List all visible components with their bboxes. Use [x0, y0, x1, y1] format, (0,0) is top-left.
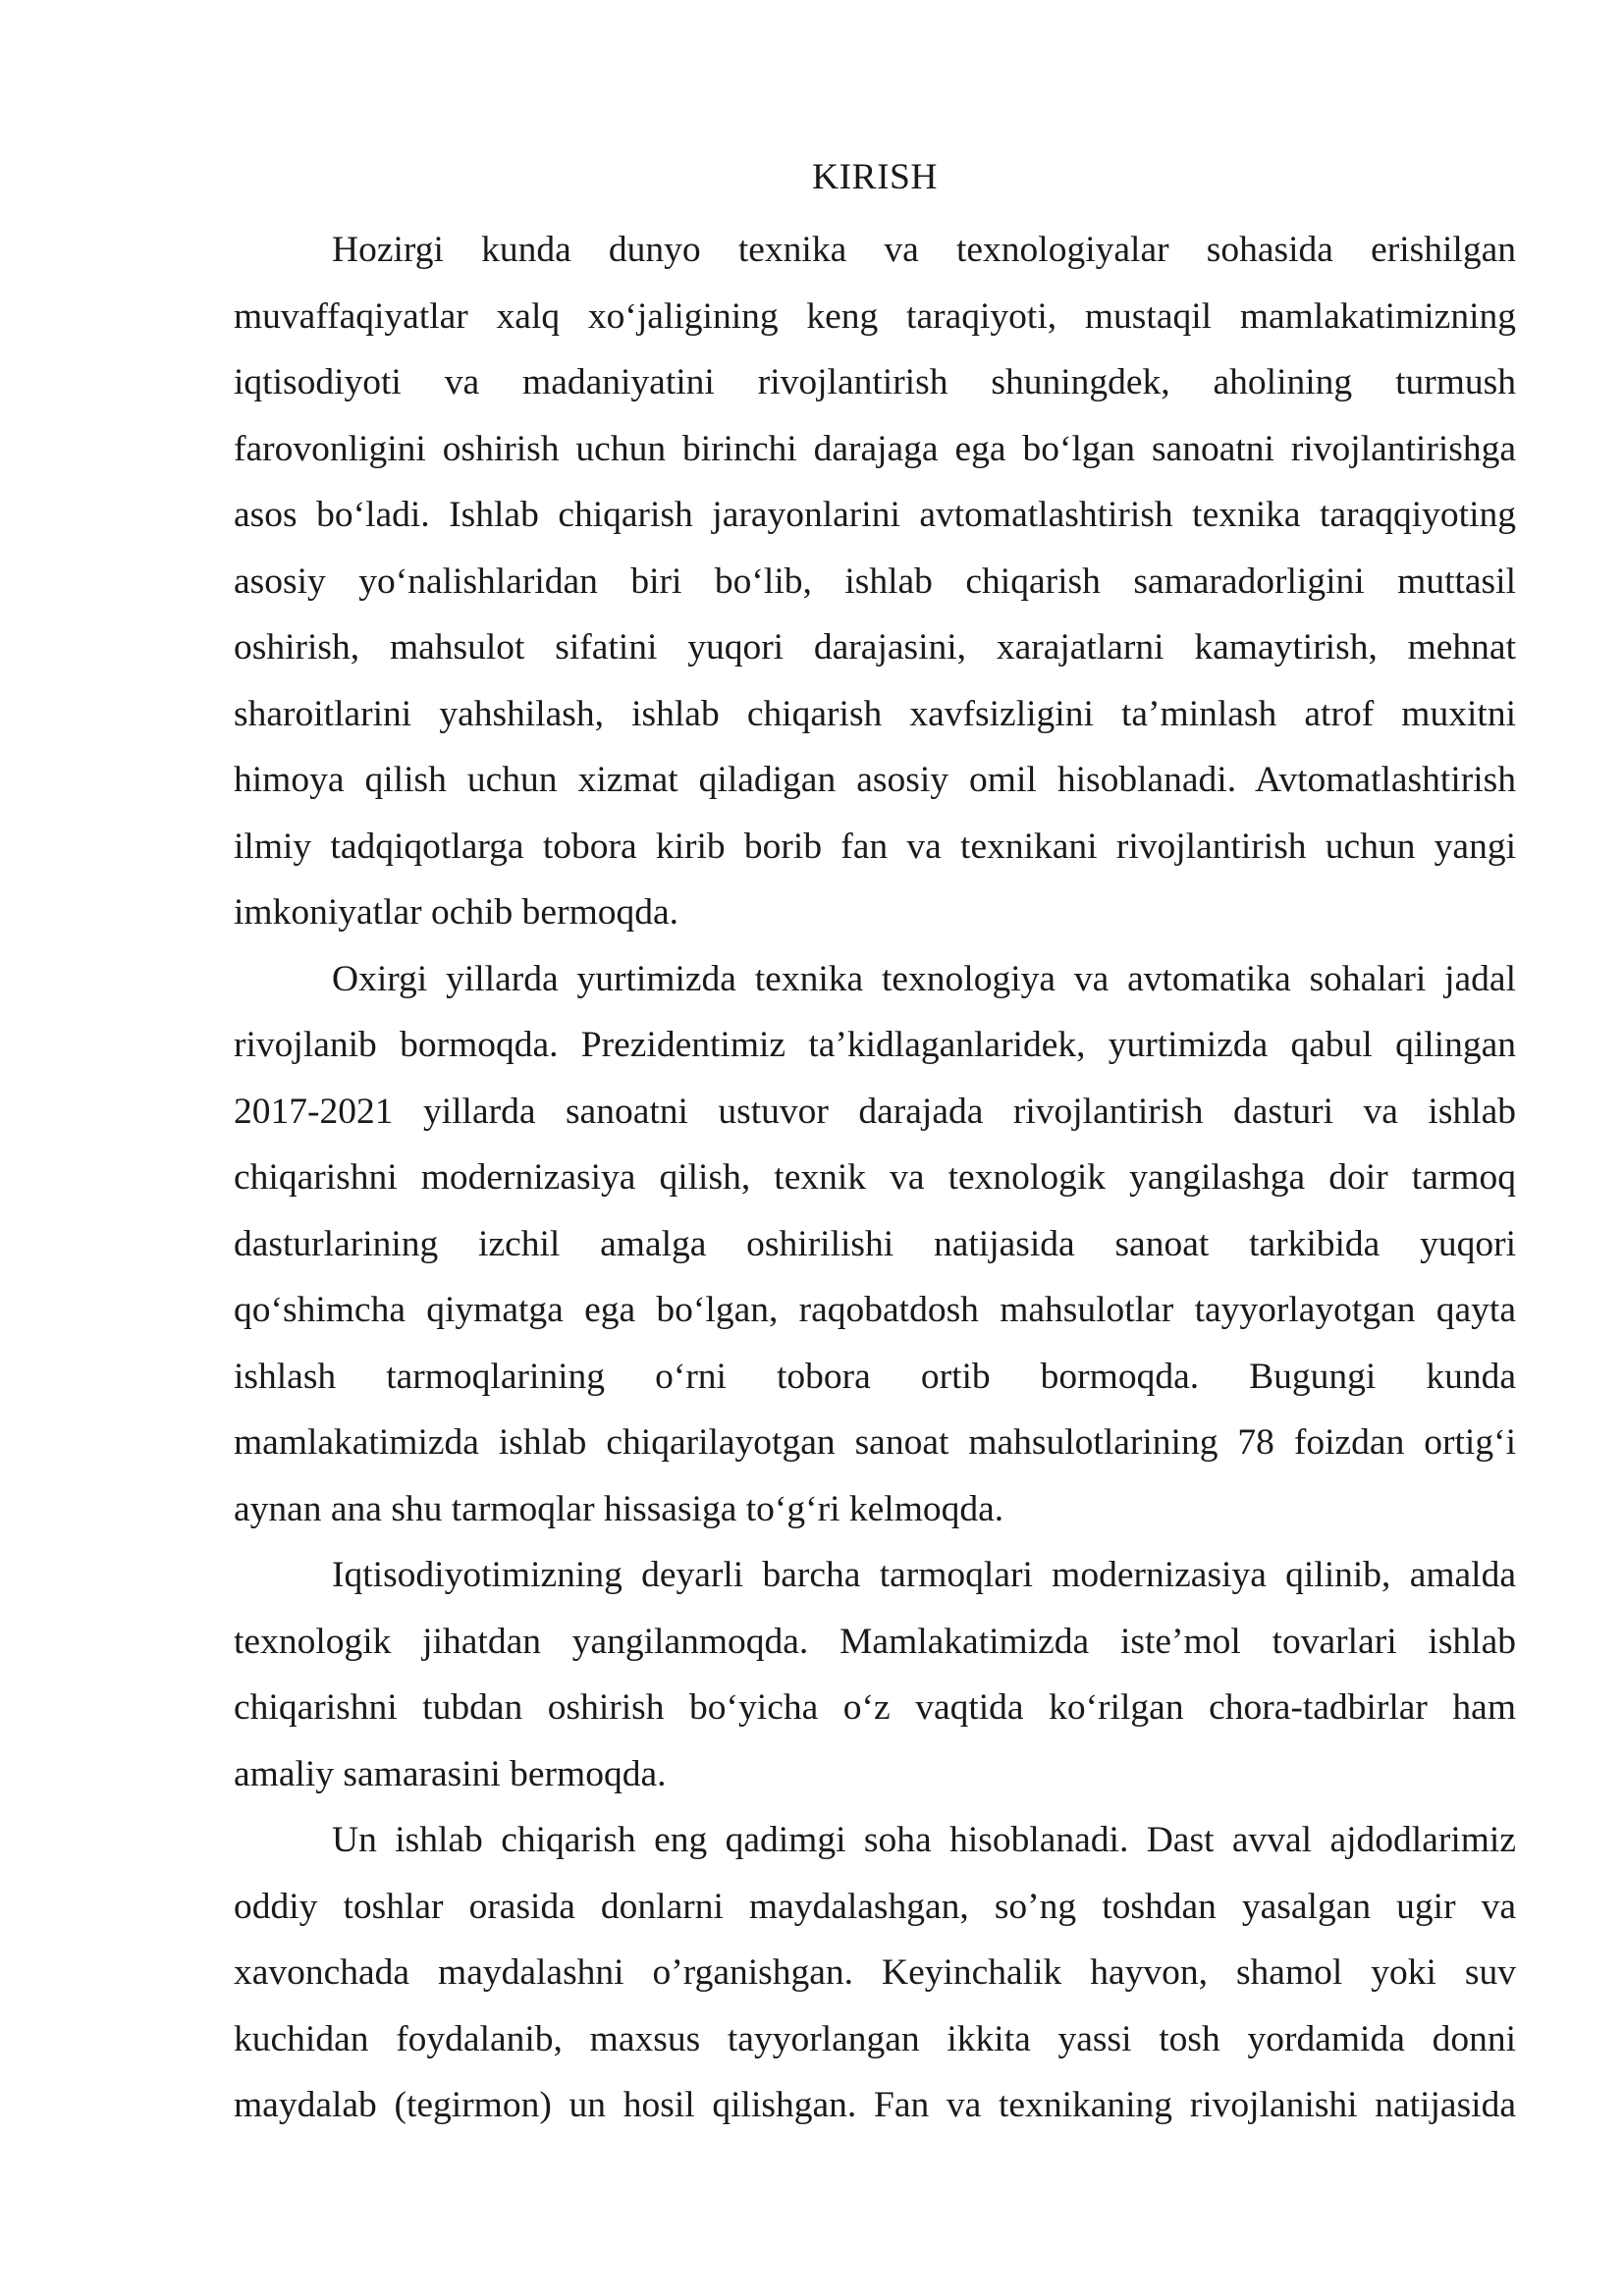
paragraph-3: [234, 1542, 1516, 1807]
text-line: ilmiy tadqiqotlarga tobora kirib borib fan va texnikani rivojlantirish uchun yangi: [234, 826, 1516, 867]
text-line: xavonchada maydalashni o’rganishgan. Keyinchalik hayvon, shamol yoki suv: [234, 1952, 1516, 1993]
text-line: Oxirgi yillarda yurtimizda texnika texnologiya va avtomatika sohalari jadal: [332, 958, 1516, 999]
text-line: Un ishlab chiqarish eng qadimgi soha hisoblanadi. Dast avval ajdodlarimiz: [332, 1820, 1516, 1860]
text-line: Hozirgi kunda dunyo texnika va texnologiyalar sohasida erishilgan: [332, 230, 1516, 270]
text-line: farovonligini oshirish uchun birinchi darajaga ega bo‘lgan sanoatni rivojlantirishga: [234, 428, 1516, 469]
text-line: Iqtisodiyotimizning deyarli barcha tarmoqlari modernizasiya qilinib, amalda: [332, 1555, 1516, 1595]
text-line: oddiy toshlar orasida donlarni maydalashgan, so’ng toshdan yasalgan ugir va: [234, 1886, 1516, 1927]
text-line: asos bo‘ladi. Ishlab chiqarish jarayonlarini avtomatlashtirish texnika taraqqiyoting: [234, 495, 1516, 535]
page-title: KIRISH: [811, 157, 938, 197]
text-line: rivojlanib bormoqda. Prezidentimiz ta’kidlaganlaridek, yurtimizda qabul qilingan: [234, 1025, 1516, 1065]
text-line: maydalab (tegirmon) un hosil qilishgan. Fan va texnikaning rivojlanishi natijasida: [234, 2085, 1516, 2125]
text-line: kuchidan foydalanib, maxsus tayyorlangan ikkita yassi tosh yordamida donni: [234, 2018, 1516, 2059]
text-line: aynan ana shu tarmoqlar hissasiga to‘g‘ri kelmoqda.: [234, 1488, 1004, 1529]
document-body: [234, 137, 1516, 2139]
text-line: dasturlarining izchil amalga oshirilishi natijasida sanoat tarkibida yuqori: [234, 1223, 1516, 1264]
text-line: texnologik jihatdan yangilanmoqda. Mamlakatimizda iste’mol tovarlari ishlab: [234, 1621, 1516, 1662]
text-line: chiqarishni modernizasiya qilish, texnik va texnologik yangilashga doir tarmoq: [234, 1157, 1516, 1198]
text-line: muvaffaqiyatlar xalq xo‘jaligining keng taraqiyoti, mustaqil mamlakatimizning: [234, 295, 1516, 337]
paragraph-1: [234, 217, 1516, 946]
text-line: oshirish, mahsulot sifatini yuqori darajasini, xarajatlarni kamaytirish, mehnat: [234, 627, 1516, 667]
text-line: asosiy yo‘nalishlaridan biri bo‘lib, ishlab chiqarish samaradorligini muttasil: [234, 561, 1516, 602]
text-line: iqtisodiyoti va madaniyatini rivojlantirish shuningdek, aholining turmush: [234, 362, 1516, 402]
text-line: 2017-2021 yillarda sanoatni ustuvor darajada rivojlantirish dasturi va ishlab: [234, 1091, 1516, 1132]
text-line: imkoniyatlar ochib bermoqda.: [234, 892, 679, 933]
text-line: sharoitlarini yahshilash, ishlab chiqarish xavfsizligini ta’minlash atrof muxitni: [234, 693, 1516, 734]
text-line: amaliy samarasini bermoqda.: [234, 1753, 667, 1794]
text-line: chiqarishni tubdan oshirish bo‘yicha o‘z vaqtida ko‘rilgan chora-tadbirlar ham: [234, 1687, 1516, 1728]
paragraph-2: [234, 946, 1516, 1543]
text-line: mamlakatimizda ishlab chiqarilayotgan sanoat mahsulotlarining 78 foizdan ortig‘i: [234, 1422, 1516, 1463]
text-line: ishlash tarmoqlarining o‘rni tobora ortib bormoqda. Bugungi kunda: [234, 1356, 1516, 1397]
text-line: himoya qilish uchun xizmat qiladigan asosiy omil hisoblanadi. Avtomatlashtirish: [234, 760, 1516, 800]
paragraph-4: [234, 1807, 1516, 2139]
text-line: qo‘shimcha qiymatga ega bo‘lgan, raqobatdosh mahsulotlar tayyorlayotgan qayta: [234, 1290, 1516, 1330]
